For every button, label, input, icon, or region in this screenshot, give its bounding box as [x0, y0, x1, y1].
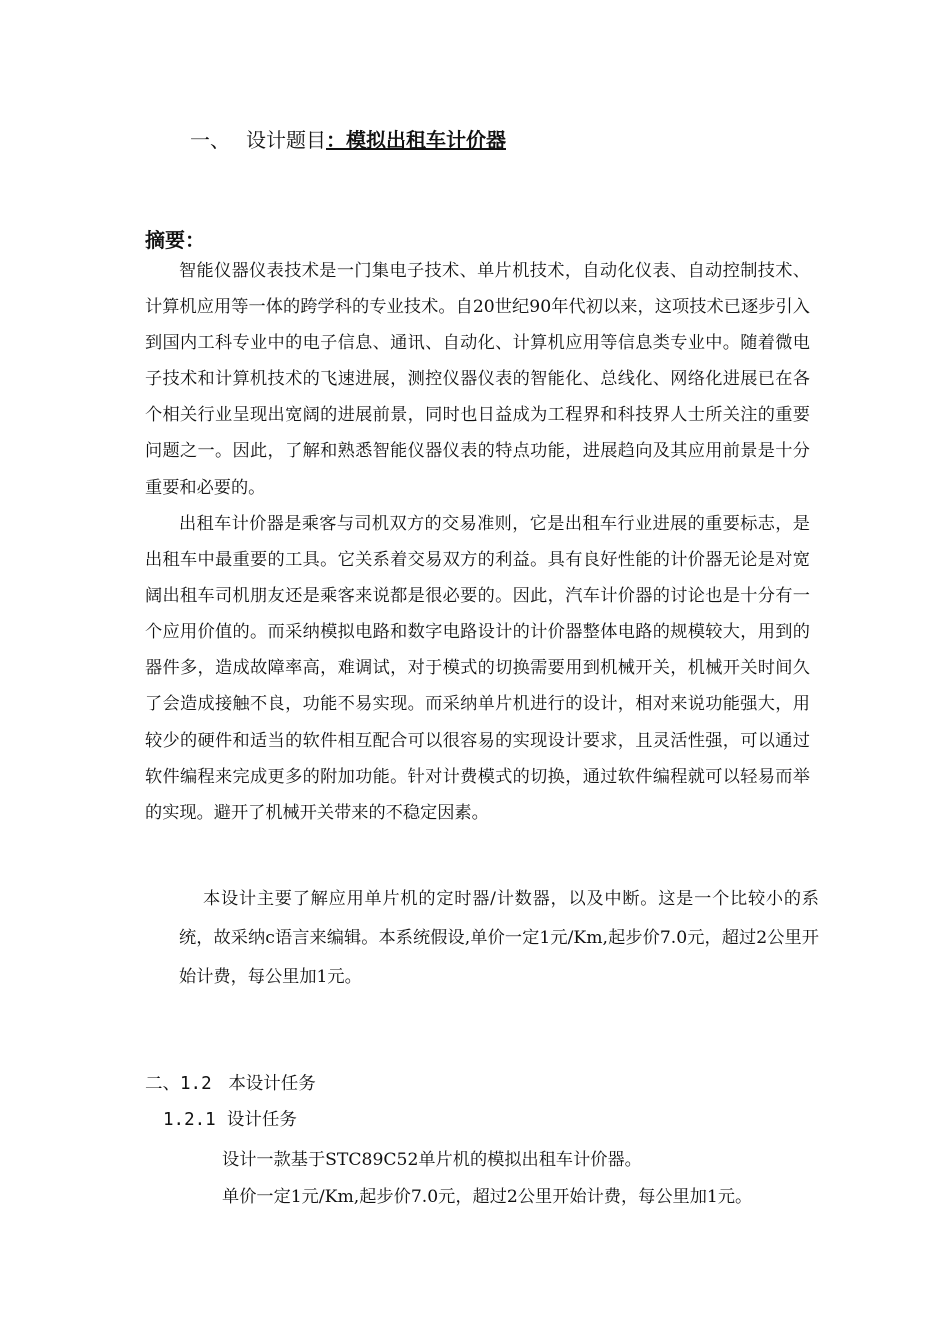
abstract-paragraph-2-block: [145, 506, 810, 831]
abstract-paragraph-1: 智能仪器仪表技术是一门集电子技术、单片机技术，自动化仪表、自动控制技术、计算机应用等一体的跨学科的专业技术。自20世纪90年代初以来，这项技术已逐步引入到国内工科专业中的电子信息、通讯、自动化、计算机应用等信息类专业中。随着微电子技术和计算机技术的飞速进展，测控仪器仪表的智能化、总线化、网络化进展已在各个相关行业呈现出宽阔的进展前景，同时也日益成为工程界和科技界人士所关注的重要问题之一。因此，了解和熟悉智能仪器仪表的特点功能，进展趋向及其应用前景是十分重要和必要的。: [145, 261, 810, 498]
abstract-paragraph-2: 出租车计价器是乘客与司机双方的交易准则，它是出租车行业进展的重要标志，是出租车中最重要的工具。它关系着交易双方的利益。具有良好性能的计价器无论是对宽阔出租车司机朋友还是乘客来说都是很必要的。因此，汽车计价器的讨论也是十分有一个应用价值的。而采纳模拟电路和数字电路设计的计价器整体电路的规模较大，用到的器件多，造成故障率高，难调试，对于模式的切换需要用到机械开关，机械开关时间久了会造成接触不良，功能不易实现。而采纳单片机进行的设计，相对来说功能强大，用较少的硬件和适当的软件相互配合可以很容易的实现设计要求，且灵活性强，可以通过软件编程来完成更多的附加功能。针对计费模式的切换，通过软件编程就可以轻易而举的实现。避开了机械开关带来的不稳定因素。: [145, 514, 810, 823]
title-main: ：模拟出租车计价器: [326, 128, 506, 152]
document-title: [190, 124, 506, 153]
section-number: 1.2: [180, 1074, 212, 1094]
abstract-paragraph-3: 本设计主要了解应用单片机的定时器/计数器，以及中断。这是一个比较小的系统，故采纳c语言来编辑。本系统假设,单价一定1元/Km,起步价7.0元，超过2公里开始计费，每公里加1元。: [179, 889, 819, 987]
section-prefix: 二、: [145, 1074, 180, 1094]
subsection-number: 1.2.1: [163, 1110, 216, 1130]
subsection-heading: [163, 1106, 297, 1131]
abstract-heading: 摘要：: [145, 228, 205, 252]
abstract-paragraph-1-block: [145, 253, 810, 506]
subsection-title: 设计任务: [226, 1110, 297, 1130]
task-line-2: 单价一定1元/Km,起步价7.0元，超过2公里开始计费，每公里加1元。: [222, 1187, 753, 1207]
task-line-1: 设计一款基于STC89C52单片机的模拟出租车计价器。: [222, 1150, 642, 1170]
section-heading: [145, 1070, 316, 1095]
section-title: 本设计任务: [228, 1074, 316, 1094]
title-number: 一、: [190, 128, 230, 152]
abstract-paragraph-3-block: [179, 880, 819, 997]
title-prefix: 设计题目: [246, 128, 326, 152]
